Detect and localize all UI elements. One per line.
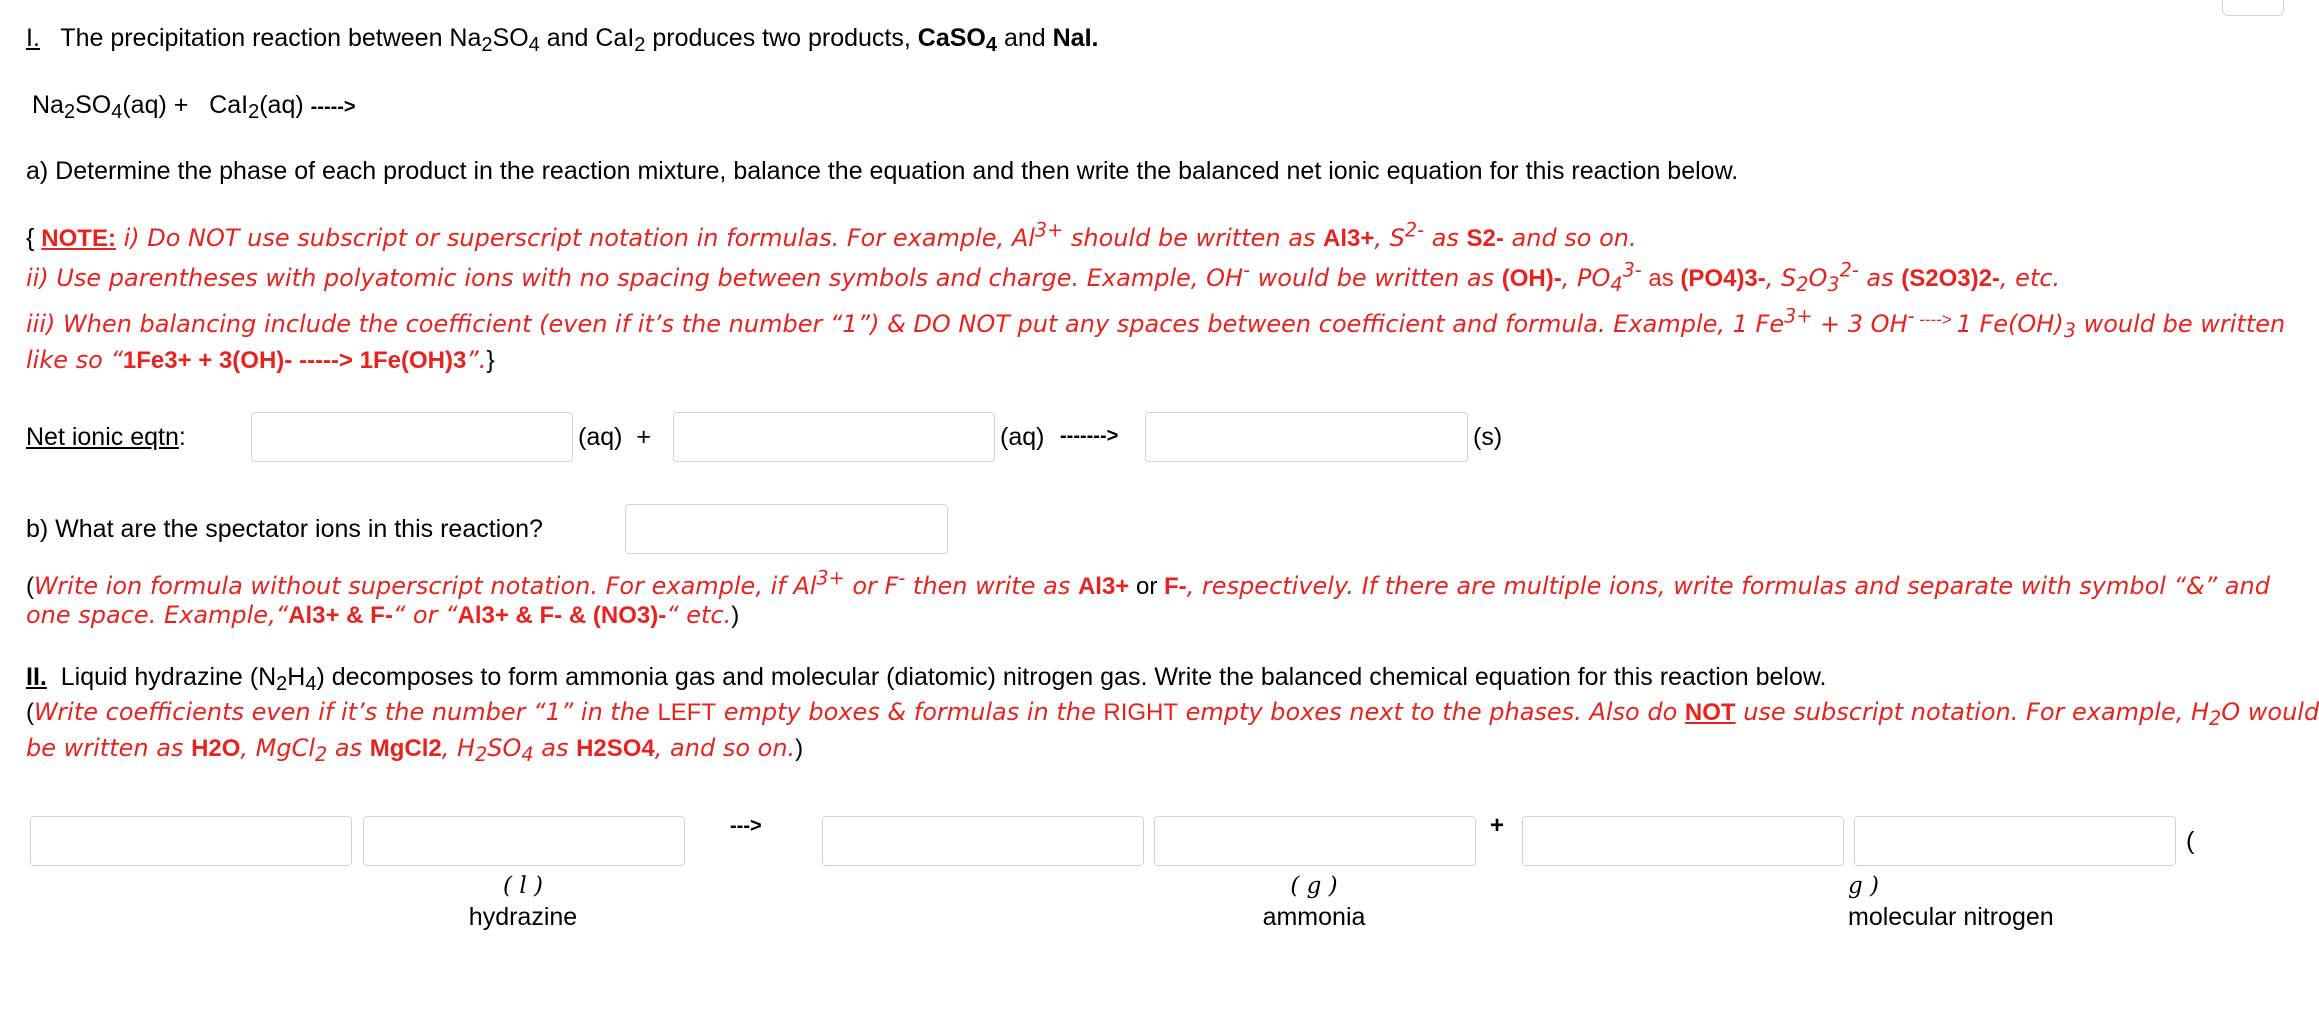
net-arrow: -------> [1060,425,1119,447]
nitrogen-open-paren: ( [2186,827,2195,855]
net-ionic-reactant-1-input[interactable] [251,412,573,462]
reaction-equation: $Na_2SO_4(aq) + CaI_2(aq)$ -----> [32,91,356,123]
question-number: I. [26,24,40,52]
hydrazine-formula-input[interactable] [363,816,685,866]
spectator-ions-input[interactable] [625,504,948,554]
part-b-note-line-2: one space. Example,“Al3+ & F-“ or “Al3+ & F- & (NO3)-“ etc.) [26,601,740,629]
net-ionic-product-input[interactable] [1145,412,1468,462]
nitrogen-coefficient-input[interactable] [1522,816,1844,866]
top-right-tab [2222,0,2284,16]
net-solid-label: (s) [1473,423,1503,451]
net-ionic-label: Net ionic eqtn: [26,423,186,451]
equation-arrow: ---> [730,815,762,837]
net-aq-plus: (aq) + [578,423,651,451]
note-line-4: like so “1Fe3+ + 3(OH)- -----> 1Fe(OH)3”.} [26,346,495,374]
nitrogen-formula-input[interactable] [1854,816,2176,866]
part-a-instruction: a) Determine the phase of each product in the reaction mixture, balance the equation and then write the balanced net ionic equation for this reaction below. [26,157,1739,185]
hydrazine-coefficient-input[interactable] [30,816,352,866]
nitrogen-phase: g ) [1848,873,1880,899]
question-2-intro: II. Liquid hydrazine $(N_2H_4)$ decomposes to form ammonia gas and molecular (diatomic) nitrogen gas. Write the balanced chemical equation for this reaction below. [26,663,1827,695]
question-2-note-line-2: be written as H2O, MgCl$_2$ as MgCl2, $H_2SO_4$ as H2SO4, and so on.) [26,734,804,766]
part-b-note-line-1: (Write ion formula without superscript notation. For example, if $Al^{3+}$ or F- then write as Al3+ or F-, respectively. If there are multiple ions, write formulas and separate with symbol “&” and [26,566,2270,600]
question-1-intro: I. The precipitation reaction between $Na_2SO_4$ and CaI$_2$ produces two products, CaSO$_4$ and NaI. [26,24,1099,56]
note-line-2: ii) Use parentheses with polyatomic ions with no spacing between symbols and charge. Example, OH- would be written as (OH)-, $PO_4^{3-}$ as (PO4)3-, $S_2O_3^{2-}$ as (S2O3)2-, etc. [26,258,2061,296]
note-line-1: { NOTE: i) Do NOT use subscript or superscript notation in formulas. For example, $Al^{3+}$ should be written as Al3+, $S^{2-}$ as S2- and so on. [26,218,1637,252]
nitrogen-label: molecular nitrogen [1848,903,2054,931]
equation-plus: + [1490,812,1505,839]
ammonia-formula-input[interactable] [1154,816,1476,866]
ammonia-coefficient-input[interactable] [822,816,1144,866]
hydrazine-phase: ( l ) [503,873,543,899]
part-b-question: b) What are the spectator ions in this reaction? [26,515,543,543]
ammonia-phase: ( g ) [1290,873,1338,899]
net-ionic-reactant-2-input[interactable] [673,412,995,462]
note-line-3: iii) When balancing include the coefficient (even if it’s the number “1”) & DO NOT put any spaces between coefficient and formula. Example, 1 $Fe^{3+} + 3$ OH- ----> 1 $Fe(OH)_3$ would be written [26,304,2286,342]
ammonia-label: ammonia [1262,903,1366,931]
question-2-note-line-1: (Write coefficients even if it’s the number “1” in the LEFT empty boxes & formulas in the RIGHT empty boxes next to the phases. Also do NOT use subscript notation. For example, $H_2O$ would [26,698,2319,730]
net-aq-label: (aq) [1000,423,1045,451]
hydrazine-label: hydrazine [468,903,578,931]
